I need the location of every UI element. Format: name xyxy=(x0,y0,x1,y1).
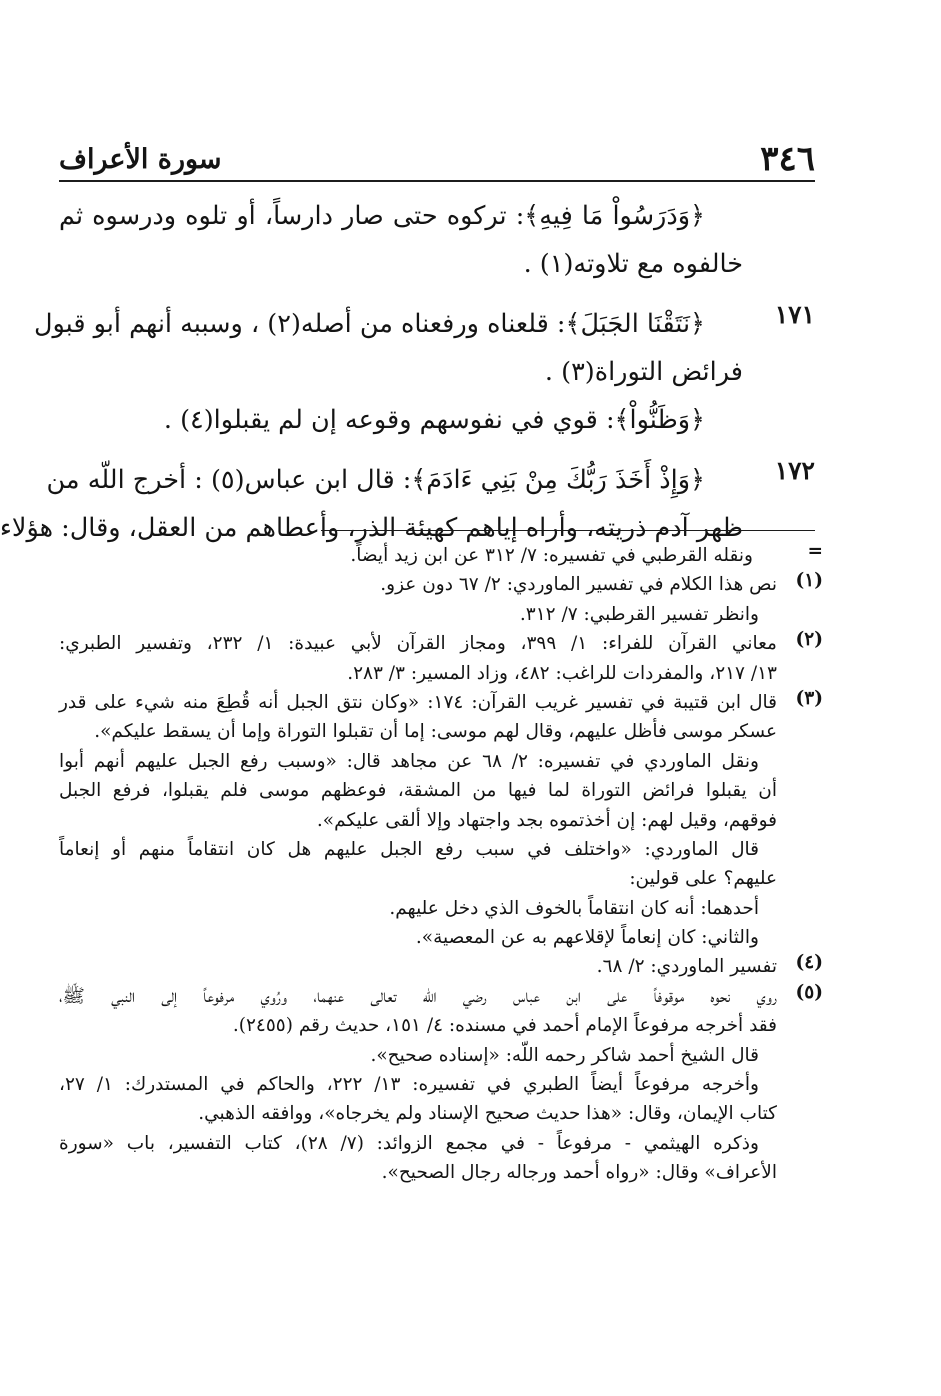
footnote-line: فوقهم، وقيل لهم: إن أخذتموه بجد واجتهاد وإلا ألقى عليكم». xyxy=(316,809,777,831)
footnote xyxy=(59,629,825,688)
verse-entry xyxy=(59,192,815,288)
footnote-line: أن يقبلوا فرائض التوراة لما فيها من المشقة، فوعظهم موسى فلم يقبلوا، فرفع الجبل xyxy=(59,780,777,802)
footnote-number: (٢) xyxy=(795,629,823,651)
text-line: ﴿وَإِذْ أَخَذَ رَبُّكَ مِنْ بَنِي ءَادَمَ﴾: قال ابن عباس(٥) : أخرج اللّه من xyxy=(46,465,705,495)
verse-entry xyxy=(0,456,815,552)
verse-entry xyxy=(33,300,815,444)
footnote-line: تفسير الماوردي: ٢/ ٦٨. xyxy=(596,956,777,978)
footnote-number: (١) xyxy=(795,570,823,592)
footnote-line: كتاب الإيمان، وقال: «هذا حديث صحيح الإسناد ولم يخرجاه»، ووافقه الذهبي. xyxy=(198,1103,777,1125)
footnote-line: أحدهما: أنه كان انتقاماً بالخوف الذي دخل عليهم. xyxy=(389,897,759,919)
footnote-line: ونقله القرطبي في تفسيره: ٧/ ٣١٢ عن ابن زيد أيضاً. xyxy=(350,545,753,566)
footnote xyxy=(59,982,825,1188)
footnote-continuation xyxy=(59,541,825,570)
footnote-number: (٤) xyxy=(795,952,823,974)
footnote xyxy=(59,570,825,629)
footnotes xyxy=(59,541,825,1188)
footnote-line: والثاني: كان إنعاماً لإقلاعهم به عن المعصية». xyxy=(415,927,759,949)
footnote-line: الأعراف» وقال: «رواه أحمد ورجاله رجال الصحيح». xyxy=(381,1162,777,1184)
footnote-line: قال ابن قتيبة في تفسير غريب القرآن: ١٧٤: «وكان نتق الجبل أنه قُطِعَ منه شيء على قدر xyxy=(59,691,777,713)
text-line: ظهر آدم ذريته، وأراه إياهم كهيئة الذر، وأعطاهم من العقل، وقال: هؤلاء xyxy=(0,513,743,543)
footnote-line: عليهم؟ على قولين: xyxy=(629,868,777,890)
surah-title: سورة الأعراف xyxy=(59,143,222,175)
page-header xyxy=(59,138,815,182)
footnote xyxy=(59,688,825,953)
text-line: ﴿وَظَنُّواْ﴾: قوي في نفوسهم وقوعه إن لم يقبلوا(٤) . xyxy=(163,405,705,435)
footnote-line: فقد أخرجه مرفوعاً الإمام أحمد في مسنده: ٤/ ١٥١، حديث رقم (٢٤٥٥). xyxy=(232,1015,777,1037)
footnote-line: عسكر موسى فأظل عليهم، وقال لهم موسى: إما أن تقبلوا التوراة وإما أن يسقط عليكم». xyxy=(94,721,777,743)
text-line: ﴿وَدَرَسُواْ مَا فِيهِ﴾: تركوه حتى صار دارساً، أو تلوه ودرسوه ثم xyxy=(59,201,705,231)
text-line: فرائض التوراة(٣) . xyxy=(544,357,743,387)
footnote-line: ١٣/ ٢١٧، والمفردات للراغب: ٤٨٢، وزاد المسير: ٣/ ٢٨٣. xyxy=(347,662,777,684)
verse-number: ١٧١ xyxy=(774,300,815,329)
verse-number: ١٧٢ xyxy=(774,456,815,485)
main-text xyxy=(0,192,815,552)
footnote-number: (٣) xyxy=(795,687,823,709)
footnote-line: نص هذا الكلام في تفسير الماوردي: ٢/ ٦٧ دون عزو. xyxy=(380,574,777,596)
footnote-line: قال الشيخ أحمد شاكر رحمه اللّه: «إسناده صحيح». xyxy=(370,1044,759,1066)
entry-gap xyxy=(59,288,815,300)
footnote-line: وذكره الهيثمي - مرفوعاً - في مجمع الزوائد: (٧/ ٢٨)، كتاب التفسير، باب «سورة xyxy=(59,1132,759,1154)
entry-gap xyxy=(59,444,815,456)
footnote xyxy=(59,952,825,981)
footnote-line: قال الماوردي: «واختلف في سبب رفع الجبل عليهم هل كان انتقاماً منهم أو إنعاماً xyxy=(59,838,759,860)
page-number: ٣٤٦ xyxy=(760,139,815,179)
footnote-line: وأخرجه مرفوعاً أيضاً الطبري في تفسيره: ١٣/ ٢٢٢، والحاكم في المستدرك: ١/ ٢٧، xyxy=(59,1074,759,1096)
footnote-line: ونقل الماوردي في تفسيره: ٢/ ٦٨ عن مجاهد قال: «وسبب رفع الجبل عليهم أنهم أبوا xyxy=(59,750,759,772)
text-line: خالفوه مع تلاوته(١) . xyxy=(523,249,743,279)
footnote-line: وانظر تفسير القرطبي: ٧/ ٣١٢. xyxy=(519,603,759,625)
text-line: ﴿نَتَقْنَا الجَبَلَ﴾: قلعناه ورفعناه من أصله(٢) ، وسببه أنهم أبو قبول xyxy=(33,309,705,339)
continuation-mark: = xyxy=(807,541,823,562)
footnote-separator xyxy=(321,530,815,531)
footnote-line: روي نحوه موقوفاً على ابن عباس رضي اللّه تعالى عنهما، ورُوي مرفوعاً إلى النبي ﷺ، xyxy=(59,985,777,1007)
footnote-line: معاني القرآن للفراء: ١/ ٣٩٩، ومجاز القرآن لأبي عبيدة: ١/ ٢٣٢، وتفسير الطبري: xyxy=(59,633,777,655)
footnote-number: (٥) xyxy=(795,981,823,1003)
